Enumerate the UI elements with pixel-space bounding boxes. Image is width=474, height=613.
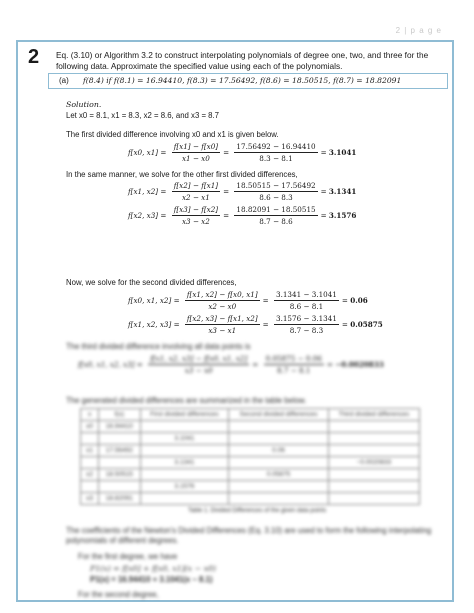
fraction-numerator: f[x3] − f[x2]	[173, 205, 219, 214]
table-cell	[328, 493, 419, 505]
equation-f-x1-x2: f[x1, x2] = $\frac{f[x2] - f[x1]}{x2 - x1}$ = $\frac{18.50515 - 17.56492}{8.6 - 8.3}$ = 3.1341	[128, 181, 357, 202]
value-denominator: 8.6 − 8.1	[289, 302, 324, 311]
fraction-numerator: f[x2] − f[x1]	[173, 181, 219, 190]
table-row	[81, 457, 420, 469]
fraction-denominator: x2 − x1	[181, 193, 210, 202]
result-value: 3.1041	[328, 148, 357, 157]
third-dd-intro: The third divided difference involving all data points is	[66, 342, 251, 351]
question-frame	[16, 40, 454, 602]
table-header: Second divided differences	[229, 409, 329, 421]
table-cell	[328, 421, 419, 433]
result-value: 3.1576	[328, 211, 357, 220]
value-denominator: 8.3 − 8.1	[259, 154, 293, 163]
second-dd-intro: Now, we solve for the second divided differences,	[66, 278, 237, 287]
table-cell	[99, 433, 140, 445]
equation-f-x0-x1: f[x0, x1] = $\frac{f[x1] - f[x0]}{x1 - x0}$ = $\frac{17.56492 - 16.94410}{8.3 - 8.1}$ = 3.1041	[128, 142, 357, 163]
equation-third-dd: f[x0, x1, x2, x3] = $\frac{f[x1, x2, x3] - f[x0, x1, x2]}{x3 - x0}$ = $\frac{0.05875 - 0.06}{8.7 - 8.1}$ = −0.0020833	[78, 354, 384, 375]
divided-difference-table	[80, 408, 420, 505]
table-row	[81, 445, 420, 457]
result-value: 0.05875	[350, 320, 383, 329]
table-cell: 3.1341	[140, 457, 229, 469]
result-value: 0.06	[350, 296, 368, 305]
table-cell	[328, 445, 419, 457]
question-number: 2	[28, 46, 40, 68]
question-text: Eq. (3.10) or Algorithm 3.2 to construct interpolating polynomials of degree one, two, and three for the following data. Approximate the specified value using each of the polynomials.	[56, 50, 429, 71]
table-cell: 17.56492	[99, 445, 140, 457]
table-cell	[229, 421, 329, 433]
value-numerator: 17.56492 − 16.94410	[236, 142, 316, 151]
table-cell: 0.05875	[229, 469, 329, 481]
table-cell	[229, 481, 329, 493]
table-cell: x1	[81, 445, 99, 457]
second-degree-text: For the second degree,	[78, 590, 159, 599]
fraction-numerator: f[x1] − f[x0]	[173, 142, 219, 151]
table-row	[81, 493, 420, 505]
part-text: f(8.4) if f(8.1) = 16.94410, f(8.3) = 17.56492, f(8.6) = 18.50515, f(8.7) = 18.82091	[83, 76, 402, 85]
p1-general: P1(x) = f[x0] + f[x0, x1](x − x0)	[90, 564, 216, 573]
value-numerator: 18.50515 − 17.56492	[236, 181, 316, 190]
table-cell	[81, 433, 99, 445]
table-cell	[140, 421, 229, 433]
table-cell	[229, 493, 329, 505]
question-part-box	[48, 73, 448, 89]
value-numerator: 18.82091 − 18.50515	[236, 205, 316, 214]
table-cell: x0	[81, 421, 99, 433]
table-cell: 0.06	[229, 445, 329, 457]
table-cell: 18.50515	[99, 469, 140, 481]
result-value: −0.0020833	[335, 360, 384, 369]
table-row	[81, 433, 420, 445]
equation-lhs: f[x1, x2, x3] =	[128, 320, 180, 329]
table-cell: 18.82091	[99, 493, 140, 505]
table-cell	[229, 433, 329, 445]
table-cell	[140, 469, 229, 481]
first-dd-intro: The first divided difference involving x0 and x1 is given below.	[66, 130, 279, 139]
fraction-denominator: x3 − x1	[208, 326, 237, 335]
first-degree-text: For the first degree, we have	[78, 552, 178, 561]
table-cell	[140, 493, 229, 505]
table-header: First divided differences	[140, 409, 229, 421]
given-values: Let x0 = 8.1, x1 = 8.3, x2 = 8.6, and x3 = 8.7	[66, 111, 220, 120]
table-cell: x2	[81, 469, 99, 481]
value-denominator: 8.7 − 8.1	[277, 366, 311, 375]
table-cell: −0.0020833	[328, 457, 419, 469]
equation-lhs: f[x2, x3] =	[128, 211, 167, 220]
table-header: Third divided differences	[328, 409, 419, 421]
table-row	[81, 481, 420, 493]
value-numerator: 3.1576 − 3.1341	[276, 314, 337, 323]
fraction-numerator: f[x1, x2] − f[x0, x1]	[186, 290, 258, 299]
table-cell	[328, 433, 419, 445]
table-caption: Table 1. Divided Differences of the given data points	[188, 508, 327, 514]
table-cell: 3.1041	[140, 433, 229, 445]
equation-f-x1-x2-x3: f[x1, x2, x3] = $\frac{f[x2, x3] - f[x1, x2]}{x3 - x1}$ = $\frac{3.1576 - 3.1341}{8.7 - 8.3}$ = 0.05875	[128, 314, 383, 335]
equation-f-x2-x3: f[x2, x3] = $\frac{f[x3] - f[x2]}{x3 - x2}$ = $\frac{18.82091 - 18.50515}{8.7 - 8.6}$ = 3.1576	[128, 205, 357, 226]
table-cell: 3.1576	[140, 481, 229, 493]
value-denominator: 8.6 − 8.3	[259, 193, 293, 202]
table-cell	[328, 481, 419, 493]
table-cell: x3	[81, 493, 99, 505]
fraction-denominator: x3 − x0	[184, 366, 213, 375]
equation-lhs: f[x1, x2] =	[128, 187, 167, 196]
fraction-numerator: f[x2, x3] − f[x1, x2]	[186, 314, 258, 323]
equation-lhs: f[x0, x1, x2, x3] =	[78, 360, 143, 369]
table-row	[81, 421, 420, 433]
equation-lhs: f[x0, x1] =	[128, 148, 167, 157]
page-number: 2 | p a g e	[395, 26, 442, 35]
table-cell	[229, 457, 329, 469]
fraction-denominator: x3 − x2	[181, 217, 210, 226]
value-denominator: 8.7 − 8.3	[289, 326, 324, 335]
result-value: 3.1341	[328, 187, 357, 196]
table-header: x	[81, 409, 99, 421]
table-cell: 16.94410	[99, 421, 140, 433]
coefficients-text: The coefficients of the Newton's Divided Differences (Eq. 3.10) are used to form the following interpolating polynomials of different degrees.	[66, 526, 432, 545]
equation-lhs: f[x0, x1, x2] =	[128, 296, 180, 305]
table-intro: The generated divided differences are summarized in the table below.	[66, 396, 307, 405]
fraction-denominator: x1 − x0	[181, 154, 210, 163]
solution-heading: Solution.	[66, 100, 102, 109]
table-header: f(x)	[99, 409, 140, 421]
value-numerator: 3.1341 − 3.1041	[276, 290, 337, 299]
table-cell	[99, 481, 140, 493]
table-cell	[81, 457, 99, 469]
table-cell	[81, 481, 99, 493]
equation-f-x0-x1-x2: f[x0, x1, x2] = $\frac{f[x1, x2] - f[x0, x1]}{x2 - x0}$ = $\frac{3.1341 - 3.1041}{8.6 - 8.1}$ = 0.06	[128, 290, 368, 311]
fraction-denominator: x2 − x0	[208, 302, 237, 311]
value-numerator: 0.05875 − 0.06	[265, 354, 322, 363]
same-manner-text: In the same manner, we solve for the other first divided differences,	[66, 170, 298, 179]
table-cell	[140, 445, 229, 457]
table-row	[81, 469, 420, 481]
p1-value: P1(x) = 16.94410 + 3.1041(x − 8.1)	[90, 575, 213, 584]
table-cell	[328, 469, 419, 481]
part-label: (a)	[59, 76, 69, 85]
fraction-numerator: f[x1, x2, x3] − f[x0, x1, x2]	[150, 354, 248, 363]
value-denominator: 8.7 − 8.6	[259, 217, 293, 226]
blurred-continuation	[18, 342, 452, 602]
table-cell	[99, 457, 140, 469]
